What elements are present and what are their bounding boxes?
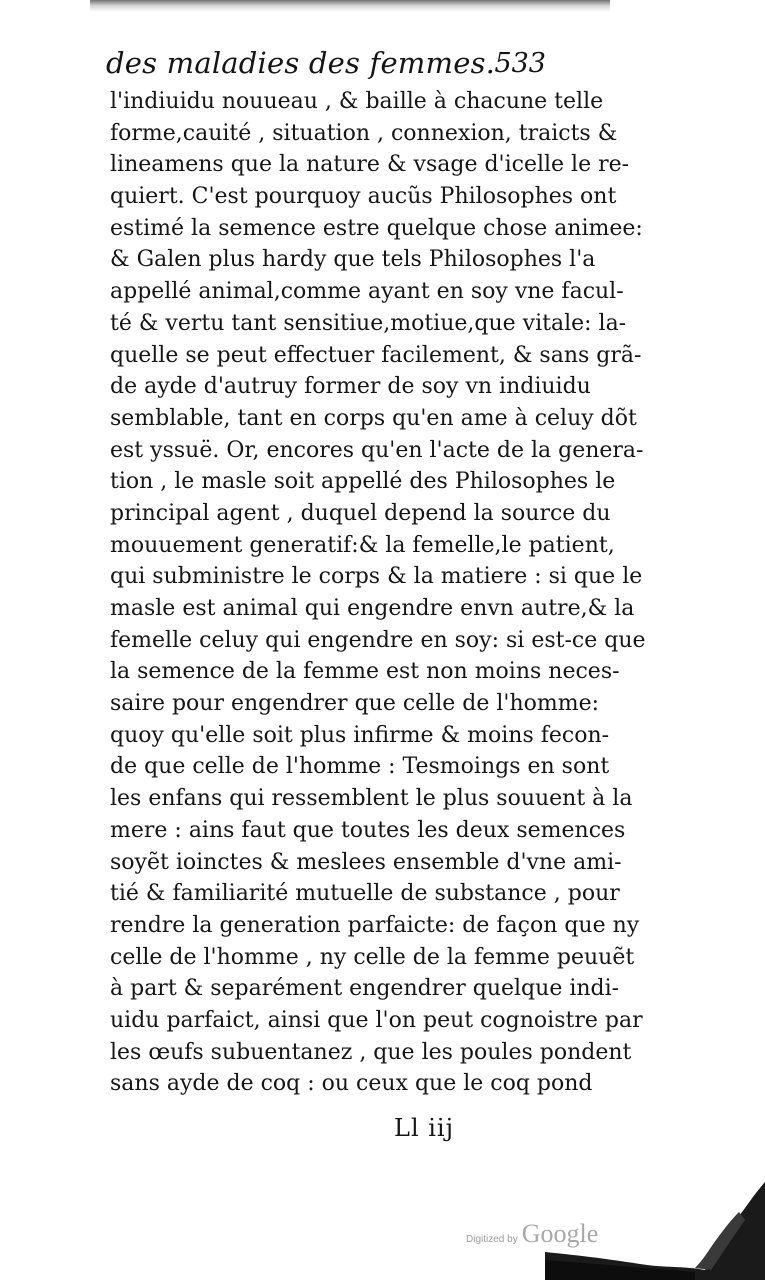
signature-mark: Ll iij	[394, 1114, 455, 1142]
text-line: soyẽt ioinctes & meslees ensemble d'vne ami-	[110, 849, 622, 875]
text-line: semblable, tant en corps qu'en ame à celuy dõt	[110, 405, 637, 431]
digitized-by-google-watermark	[466, 1219, 598, 1249]
text-line: sans ayde de coq : ou ceux que le coq pond	[110, 1071, 593, 1097]
text-line: mouuement generatif:& la femelle,le patient,	[110, 532, 615, 558]
text-line: appellé animal,comme ayant en soy vne facul-	[110, 279, 624, 305]
text-line: rendre la generation parfaicte: de façon que ny	[110, 912, 640, 938]
text-line: quiert. C'est pourquoy aucũs Philosophes ont	[110, 184, 617, 210]
text-line: de que celle de l'homme : Tesmoings en sont	[110, 754, 610, 780]
text-line: femelle celuy qui engendre en soy: si est-ce que	[110, 627, 646, 653]
text-line: mere : ains faut que toutes les deux semences	[110, 817, 626, 843]
text-line: quoy qu'elle soit plus infirme & moins fecon-	[110, 722, 610, 748]
page-header	[106, 46, 546, 82]
text-line: celle de l'homme , ny celle de la femme peuuẽt	[110, 944, 635, 970]
text-line: saire pour engendrer que celle de l'homme:	[110, 691, 600, 717]
top-edge-shadow	[90, 0, 610, 12]
text-line: les enfans qui ressemblent le plus souuent à la	[110, 786, 633, 812]
page-number: 533	[494, 48, 546, 79]
text-line: uidu parfaict, ainsi que l'on peut cognoistre par	[110, 1007, 643, 1033]
text-line: de ayde d'autruy former de soy vn indiuidu	[110, 374, 591, 400]
text-line: tion , le masle soit appellé des Philosophes le	[110, 469, 616, 495]
text-line: lineamens que la nature & vsage d'icelle le re-	[110, 152, 630, 178]
text-line: forme,cauité , situation , connexion, traicts &	[110, 120, 618, 146]
text-line: la semence de la femme est non moins neces-	[110, 659, 620, 685]
text-line: té & vertu tant sensitiue,motiue,que vitale: la-	[110, 310, 627, 336]
watermark-prefix: Digitized by	[466, 1234, 518, 1245]
text-line: tié & familiarité mutuelle de substance , pour	[110, 881, 620, 907]
text-line: les œufs subuentanez , que les poules pondent	[110, 1039, 632, 1065]
google-logo: Google	[521, 1219, 599, 1248]
running-head: des maladies des femmes.	[106, 46, 496, 80]
text-line: qui subministre le corps & la matiere : si que le	[110, 564, 643, 590]
text-line: principal agent , duquel depend la source du	[110, 500, 611, 526]
text-line: estimé la semence estre quelque chose animee:	[110, 215, 643, 241]
text-line: à part & separément engendrer quelque indi-	[110, 976, 620, 1002]
text-line: l'indiuidu nouueau , & baille à chacune telle	[110, 89, 604, 114]
text-line: quelle se peut effectuer facilement, & sans grã-	[110, 342, 642, 368]
body-text	[110, 86, 646, 1100]
text-line: est yssuë. Or, encores qu'en l'acte de la genera-	[110, 437, 644, 463]
text-line: & Galen plus hardy que tels Philosophes l'a	[110, 247, 596, 273]
text-line: masle est animal qui engendre envn autre,& la	[110, 596, 635, 621]
